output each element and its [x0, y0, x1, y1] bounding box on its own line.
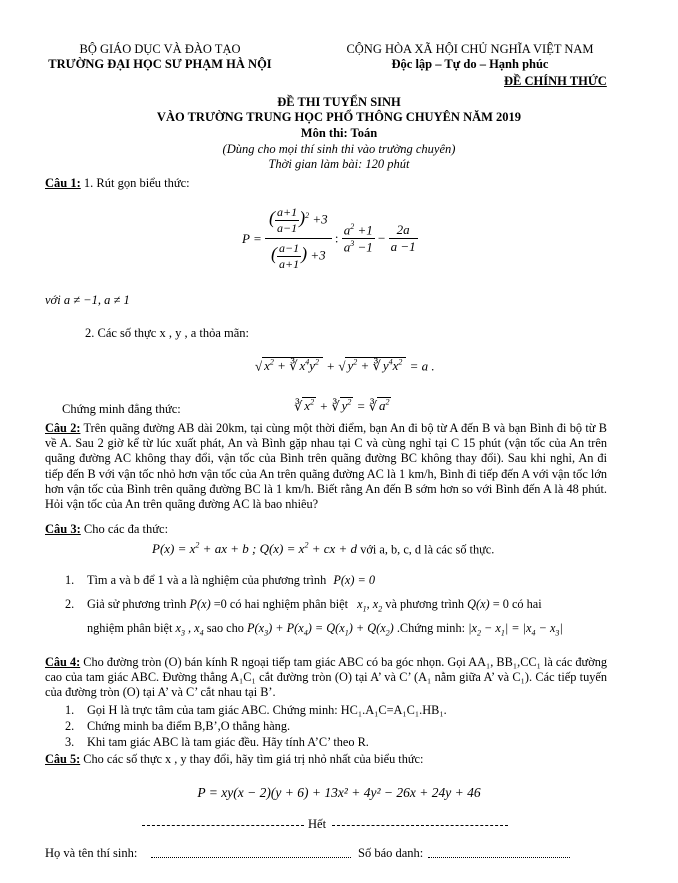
q4-item-1: 1. Gọi H là trực tâm của tam giác ABC. Chứng minh: HC₁.A₁C=A₁C₁.HB₁.	[65, 703, 447, 717]
q1-condition: với a ≠ −1, a ≠ 1	[45, 293, 130, 307]
exam-subtitle: VÀO TRƯỜNG TRUNG HỌC PHỔ THÔNG CHUYÊN NĂM 2019	[156, 110, 522, 124]
q5-label: Câu 5:	[45, 752, 81, 766]
candidate-name-dots	[151, 857, 351, 858]
q3-item-1: 1. Tìm a và b để 1 và a là nghiệm của phương trình P(x) = 0	[65, 573, 376, 587]
country-name: CỘNG HÒA XÃ HỘI CHỦ NGHĨA VIỆT NAM	[346, 42, 594, 56]
q1-equation: √ $x^2$ + ∛ $x^4y^2$ + √ $y^2$ + ∛ $y^4x^2 = a$ .	[255, 358, 435, 374]
university-name: TRƯỜNG ĐẠI HỌC SƯ PHẠM HÀ NỘI	[48, 57, 272, 71]
q5-formula: P = xy(x − 2)(y + 6) + 13x² + 4y² − 26x + 24y + 46	[197, 785, 481, 800]
q4-label: Câu 4:	[45, 655, 81, 669]
q1-heading	[45, 176, 190, 191]
q1-part1: 1. Rút gọn biểu thức:	[83, 176, 190, 190]
national-motto: Độc lập – Tự do – Hạnh phúc	[391, 57, 549, 71]
q4-item-3: 3. Khi tam giác ABC là tam giác đều. Hãy tính A’C’ theo R.	[65, 735, 369, 749]
ministry-name: BỘ GIÁO DỤC VÀ ĐÀO TẠO	[79, 42, 241, 56]
exam-time: Thời gian làm bài: 120 phút	[268, 157, 410, 171]
exam-subject: Môn thi: Toán	[300, 126, 378, 140]
q2-text: Trên quãng đường AB dài 20km, tại cùng một thời điểm, bạn An đi bộ từ A đến B và bạn Bình đi bộ từ B về A. Sau 2 giờ kể từ lúc xuất phát, An và Bình gặp nhau tại C và cùng nghỉ tại C 15 phút (vận tốc của An trên quãng đường AC không thay đổi, vận tốc của Bình trên quãng đường BC không thay đổi). Sau khi nghỉ, An đi tiếp đến B với vận tốc nhỏ hơn vận tốc của An trên quãng đường AC là 1 km/h, Bình đi tiếp đến A với vận tốc lớn hơn vận tốc của Bình trên quãng đường BC là 1 km/h. Biết rằng An đến B sớm hơn so với Bình đến A là 48 phút. Hỏi vận tốc của An trên quãng đường AC là bao nhiêu?	[45, 421, 607, 512]
q4-item-2: 2. Chứng minh ba điểm B,B’,O thẳng hàng.	[65, 719, 291, 733]
q1-part2: 2. Các số thực x , y , a thỏa mãn:	[85, 326, 250, 340]
q4-text: Cho đường tròn (O) bán kính R ngoại tiếp tam giác ABC có ba góc nhọn. Gọi AA₁, BB₁,CC₁ là các đường cao của tam giác ABC. Đường thẳng A₁C₁ cắt đường tròn (O) tại A’ và C’ (A₁ nằm giữa A’ và C₁). Các tiếp tuyến của đường tròn (O) tại A’ và C’ cắt nhau tại B’.	[45, 655, 608, 700]
q3-formula-note: với a, b, c, d là các số thực.	[360, 542, 495, 557]
exam-title: ĐỀ THI TUYỂN SINH	[277, 95, 401, 109]
exam-note: (Dùng cho mọi thí sinh thi vào trường chuyên)	[222, 142, 456, 156]
q1-prove-label: Chứng minh đẳng thức:	[62, 402, 181, 416]
q1-formula: P = ( $\frac{a+1}{a-1}$ )$^2$ +3 ( $\frac{a-1}{a+1}$ ) +3 : $\frac{a^2 +1}{a^3 -1}$ − $\frac{2a}{a -1}$	[242, 203, 418, 283]
q4-block	[45, 655, 607, 701]
end-label: Hết	[308, 817, 327, 831]
candidate-id-dots	[428, 857, 570, 858]
q3-intro: Cho các đa thức:	[83, 522, 169, 536]
q2-block	[45, 421, 607, 512]
q3-heading	[45, 522, 168, 537]
q1-identity: ∛ $x^2$ + ∛ $y^2$ = ∛ $a^2$	[294, 398, 390, 414]
official-label: ĐỀ CHÍNH THỨC	[504, 74, 607, 88]
candidate-id-label: Số báo danh:	[358, 846, 424, 860]
q5-heading	[45, 752, 423, 767]
q3-item-2: 2. Giả sử phương trình P(x) =0 có hai nghiệm phân biệt $x_1$, $x_2$ và phương trình Q(x) = 0 có hai	[65, 597, 542, 614]
q5-text: Cho các số thực x , y thay đổi, hãy tìm giá trị nhỏ nhất của biểu thức:	[83, 752, 424, 766]
candidate-name-label: Họ và tên thí sinh:	[45, 846, 138, 860]
q2-label: Câu 2:	[45, 421, 81, 435]
q3-polynomials: $P(x) = x^2$ + ax + b ; $Q(x) = x^2$ + cx + d với a, b, c, d là các số thực.	[152, 541, 495, 557]
q3-item-2-cont: nghiệm phân biệt $x_3$ , $x_4$ sao cho $P(x_3) + P(x_4) = Q(x_1) + Q(x_2)$ .Chứng minh: $|x_2 - x_1| = |x_4 - x_3|$	[87, 621, 563, 638]
q1-label: Câu 1:	[45, 176, 81, 190]
q3-label: Câu 3:	[45, 522, 81, 536]
